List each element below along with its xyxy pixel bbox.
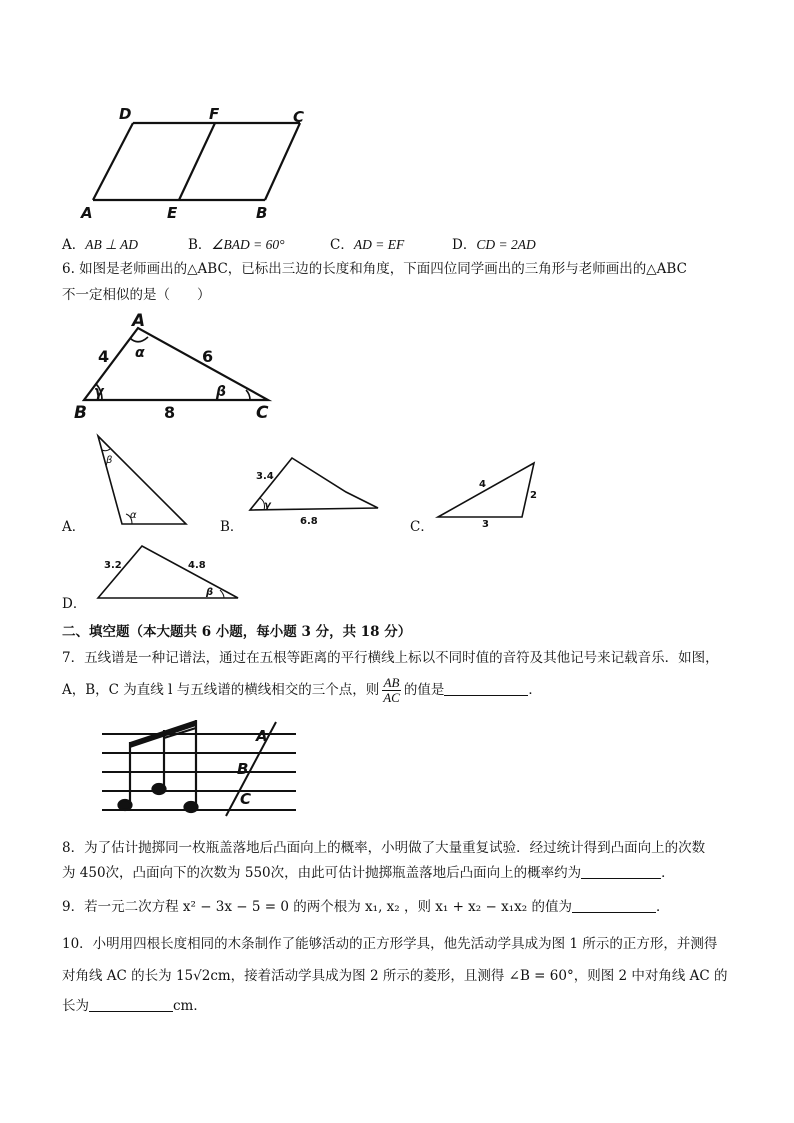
triangle-abc xyxy=(84,328,268,400)
q8-text-line2: 为 450次，凸面向下的次数为 550次，由此可估计抛掷瓶盖落地后凸面向上的概率约为 ． xyxy=(62,865,675,881)
arc-alpha xyxy=(130,337,148,342)
tri-label-c: C xyxy=(256,403,269,422)
q6-option-c-label[interactable]: C． xyxy=(410,519,434,535)
tri-angle-beta: β xyxy=(216,384,227,400)
label-e: E xyxy=(167,204,178,222)
section-2-title: 二、填空题（本大题共 6 小题，每小题 3 分，共 18 分） xyxy=(62,624,412,640)
opt-c-s3: 3 xyxy=(482,519,489,529)
q10-answer-blank[interactable] xyxy=(89,997,173,1012)
q6-main-triangle xyxy=(70,310,290,422)
label-c: C xyxy=(293,108,305,126)
opt-d-s1: 3.2 xyxy=(104,560,122,571)
q7-staff-figure xyxy=(96,718,306,818)
tri-side-ab: 4 xyxy=(98,347,110,366)
q7-fraction: $\frac{AB}{AC}$ xyxy=(383,675,400,705)
tri-angle-gamma: γ xyxy=(94,384,104,400)
q8-text-line1: 8．为了估计抛掷同一枚瓶盖落地后凸面向上的概率，小明做了大量重复试验．经过统计得到凸面向上的次数 xyxy=(62,840,706,856)
q6-option-a-label[interactable]: A． xyxy=(62,519,86,535)
staff-label-a: A xyxy=(256,727,268,745)
q10-text-line3: 长为 cm． xyxy=(62,998,207,1014)
label-a: A xyxy=(81,204,93,222)
q6-text-line1: 6. 如图是老师画出的△ABC，已标出三边的长度和角度，下面四位同学画出的三角形与老师画出的△ABC xyxy=(62,261,687,277)
tri-label-a: A xyxy=(132,311,146,331)
segment-bc xyxy=(265,123,300,200)
q6-option-b-label[interactable]: B． xyxy=(220,519,244,535)
q6-option-d-label[interactable]: D． xyxy=(62,596,87,612)
q9-text: 9．若一元二次方程 x² − 3x − 5 = 0 的两个根为 x₁, x₂ ，则 x₁ + x₂ − x₁x₂ 的值为 ． xyxy=(62,899,670,915)
staff-label-c: C xyxy=(240,790,252,808)
opt-a-beta: β xyxy=(106,455,113,466)
arc-beta xyxy=(246,390,250,400)
q5-parallelogram-figure xyxy=(75,100,315,228)
q8-answer-blank[interactable] xyxy=(581,864,661,879)
opt-c-s2: 2 xyxy=(530,490,537,501)
q6-option-b-figure xyxy=(246,452,386,532)
tri-side-ac: 6 xyxy=(202,347,214,366)
q5-option-d[interactable]: D．CD = 2AD xyxy=(452,237,536,253)
tri-angle-alpha: α xyxy=(135,345,145,361)
segment-ad xyxy=(93,123,133,200)
q6-option-d-figure xyxy=(92,540,246,606)
staff-label-b: B xyxy=(237,760,249,778)
q7-text-line1: 7．五线谱是一种记谱法，通过在五根等距离的平行横线上标以不同时值的音符及其他记号来记载音乐．如图， xyxy=(62,650,719,666)
q5-option-a[interactable]: A．AB ⊥ AD xyxy=(62,237,139,253)
opt-b-side1: 3.4 xyxy=(256,471,274,482)
q9-answer-blank[interactable] xyxy=(572,898,656,913)
q6-option-a-figure xyxy=(92,432,192,528)
q10-text-line2: 对角线 AC 的长为 15√2cm，接着活动学具成为图 2 所示的菱形，且测得 ∠B = 60°，则图 2 中对角线 AC 的 xyxy=(62,968,728,984)
opt-d-beta: β xyxy=(206,587,214,598)
q5-option-c[interactable]: C．AD = EF xyxy=(330,237,405,253)
q5-option-b[interactable]: B．∠BAD = 60° xyxy=(188,237,285,253)
tri-side-bc: 8 xyxy=(164,403,176,422)
opt-c-s1: 4 xyxy=(479,479,486,490)
opt-b-gamma: γ xyxy=(264,500,271,511)
q7-text-line2: A，B，C 为直线 l 与五线谱的横线相交的三个点，则 $\frac{AB}{AC}$ 的值是 ． xyxy=(62,675,542,705)
label-b: B xyxy=(256,204,268,222)
q7-answer-blank[interactable] xyxy=(444,681,528,696)
q6-option-c-figure xyxy=(432,455,544,529)
q10-text-line1: 10．小明用四根长度相同的木条制作了能够活动的正方形学具，他先活动学具成为图 1 所示的正方形，并测得 xyxy=(62,936,718,952)
opt-a-alpha: α xyxy=(130,510,137,521)
opt-d-s2: 4.8 xyxy=(188,560,206,571)
q6-text-line2: 不一定相似的是（ ） xyxy=(62,287,211,303)
segment-ef xyxy=(179,123,215,200)
opt-b-side2: 6.8 xyxy=(300,516,318,527)
tri-label-b: B xyxy=(74,403,87,422)
label-d: D xyxy=(119,105,132,123)
label-f: F xyxy=(209,105,220,123)
